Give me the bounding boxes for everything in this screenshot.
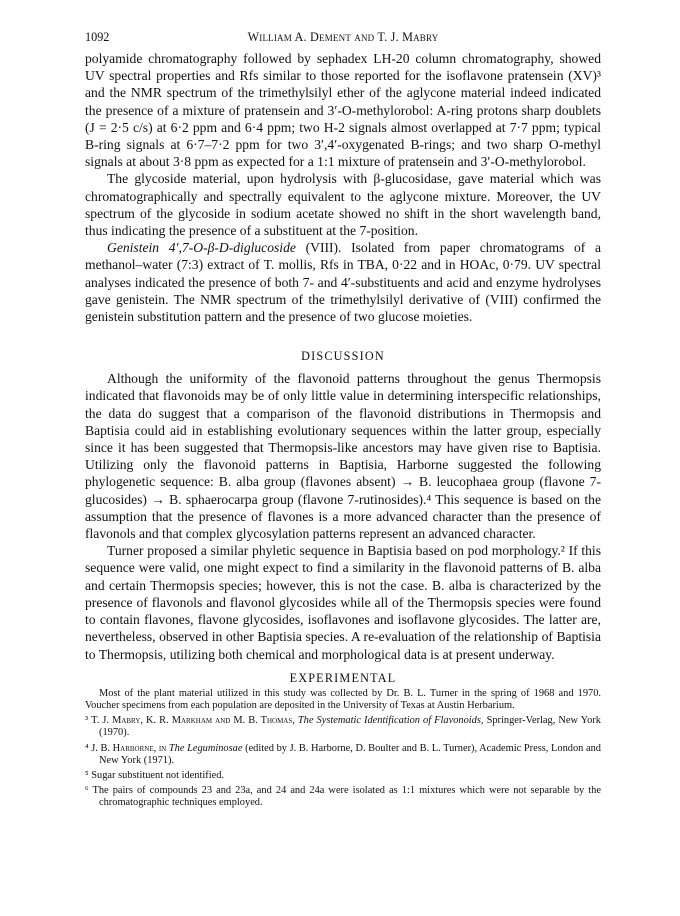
footnote-4-title: The Leguminosae <box>168 742 243 754</box>
footnote-3 <box>85 715 601 739</box>
footnote-3-title: The Systematic Identification of Flavonoids, <box>297 715 484 727</box>
footnote-3-mark: ³ <box>85 715 89 727</box>
footnote-6-text: The pairs of compounds 23 and 23a, and 24 and 24a were isolated as 1:1 mixtures which were not separable by the chromatographic techniques employed. <box>92 785 601 809</box>
running-head: William A. Dement and T. J. Mabry <box>247 30 439 44</box>
experimental-heading: EXPERIMENTAL <box>289 670 397 685</box>
footnote-4 <box>85 743 601 767</box>
footnote-6 <box>85 785 601 809</box>
experimental-paragraph: Most of the plant material utilized in this study was collected by Dr. B. L. Turner in the spring of 1968 and 1970. Voucher specimens from each population are deposited in the University of Texas at Austin Herbarium. <box>85 687 601 711</box>
footnotes <box>85 715 601 809</box>
footnote-4-author: J. B. Harborne, in <box>91 742 167 754</box>
footnote-5 <box>85 770 601 782</box>
footnote-6-mark: ⁶ <box>85 785 89 797</box>
paragraph-glycoside: The glycoside material, upon hydrolysis with β-glucosidase, gave material which was chromatographically and spectrally equivalent to the aglycone mixture. Moreover, the UV spectrum of the glycoside in sodium acetate showed no shift in the short wavelength band, thus indicating the presence of a substituent at the 7-position. <box>85 171 601 239</box>
footnote-5-mark: ⁵ <box>85 769 89 781</box>
footnote-5-text: Sugar substituent not identified. <box>91 769 224 781</box>
compound-description: (VIII). Isolated from paper chromatograms of a methanol–water (7:3) extract of T. mollis, Rfs in TBA, 0·22 and in HOAc, 0·79. UV spectral analyses indicated the presence of both 7- and 4′-substituents and acid and enzyme hydrolyses gave genistein. The NMR spectrum of the trimethylsilyl derivative of (VIII) confirmed the genistein substitution pattern and the presence of two glucose moieties. <box>85 240 601 325</box>
journal-page <box>85 30 601 810</box>
footnote-4-publisher: (edited by J. B. Harborne, D. Boulter and B. L. Turner), Academic Press, London and New York (1971). <box>99 742 601 766</box>
footnote-3-authors: T. J. Mabry, K. R. Markham and M. B. Thomas, <box>91 715 295 727</box>
discussion-paragraph-2: Turner proposed a similar phyletic sequence in Baptisia based on pod morphology.² If this sequence were valid, one might expect to find a similarity in the flavonoid patterns of B. alba and certain Thermopsis species; however, this is not the case. B. alba is characterized by the presence of flavonols and flavonol glycosides while all of the Thermopsis species were found to contain flavones, flavone glycosides, isoflavones and isoflavone glycosides. The latter are, nevertheless, observed in other Baptisia species. A re-evaluation of the relationship of Baptisia to Thermopsis, utilizing both chemical and morphological data is at present underway. <box>85 543 601 662</box>
paragraph-polyamide: polyamide chromatography followed by sephadex LH-20 column chromatography, showed UV spectral properties and Rfs similar to those reported for the isoflavone pratensein (XV)³ and the NMR spectrum of the trimethylsilyl ether of the aglycone material indeed indicated the presence of a mixture of pratensein and 3′-O-methylorobol: A-ring protons sharp doublets (J = 2·5 c/s) at 6·2 ppm and 6·4 ppm; two H-2 signals almost overlapped at 7·7 ppm; typical B-ring signals at 6·7–7·2 ppm for two 3′,4′-oxygenated B-rings; and two sharp O-methyl signals at about 3·8 ppm as expected for a 1:1 mixture of pratensein and 3′-O-methylorobol. <box>85 51 601 170</box>
discussion-heading: DISCUSSION <box>301 349 385 364</box>
paragraph-genistein <box>85 239 601 325</box>
page-header <box>85 30 601 50</box>
footnote-3-publisher: Springer-Verlag, New York (1970). <box>99 715 601 739</box>
compound-name: Genistein 4′,7-O-β-D-diglucoside <box>107 240 296 256</box>
discussion-paragraph-1: Although the uniformity of the flavonoid patterns throughout the genus Thermopsis indicated that flavonoids may be of only little value in determining interspecific relationships, the data do suggest that a comparison of the flavonoid distributions in Thermopsis and Baptisia could aid in establishing evolutionary sequences within the latter group, especially since it has been suggested that Thermopsis-like ancestors may have given rise to Baptisia. Utilizing only the flavonoid patterns in Baptisia, Harborne suggested the following phylogenetic sequence: B. alba group (flavones absent) → B. leucophaea group (flavone 7-glucosides) → B. sphaerocarpa group (flavone 7-rutinosides).⁴ This sequence is based on the assumption that the presence of flavones is a more advanced character than the presence of flavonols and that complex glycosylation patterns represent an advanced character. <box>85 371 601 542</box>
page-number: 1092 <box>85 30 110 44</box>
footnote-4-mark: ⁴ <box>85 742 89 754</box>
